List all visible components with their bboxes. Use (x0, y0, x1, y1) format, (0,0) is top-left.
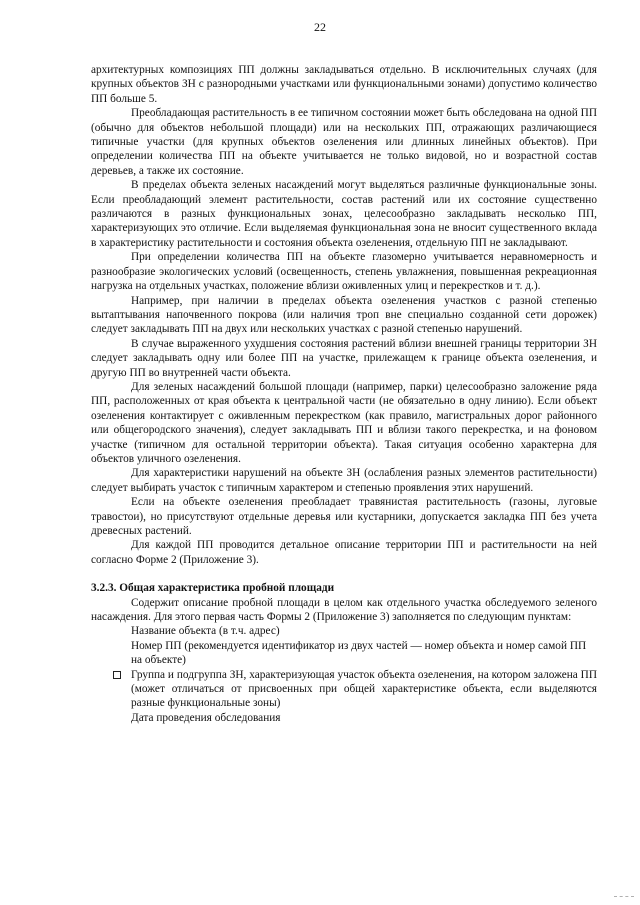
paragraph: В пределах объекта зеленых насаждений могут выделяться различные функциональные зоны. Если преобладающий элемент растительности, состав растений или их состояние существенно различаются в разных функциональных зонах, целесообразно закладывать несколько ПП, характеризующих это отличие. Если выделяемая функциональная зона не вносит существенного вклада в характеристику растительности и состояния объекта озеленения, отдельную ПП не закладывают. (91, 179, 597, 249)
paragraph: В случае выраженного ухудшения состояния растений вблизи внешней границы территории ЗН следует закладывать одну или более ПП на участке, прилежащем к границе объекта озеленения, и другую ПП во внутренней части объекта. (91, 337, 597, 379)
section-intro: Содержит описание пробной площади в целом как отдельного участка обследуемого зеленого насаждения. Для этого первая часть Формы 2 (Приложение 3) заполняется по следующим пунктам: (91, 596, 597, 624)
paragraph: Для каждой ПП проводится детальное описание территории ПП и растительности на ней согласно Форме 2 (Приложение 3). (91, 539, 597, 566)
paragraph: При определении количества ПП на объекте глазомерно учитывается неравномерность и разнообразие экологических условий (освещенность, степень увлажнения, повышенная рекреационная нагрузка на отдельных участках, положение вблизи оживленных улиц и перекрестков и т. д.). (91, 251, 597, 293)
list-item: Название объекта (в т.ч. адрес) (131, 625, 280, 638)
paragraph: Преобладающая растительность в ее типичном состоянии может быть обследована на одной ПП (обычно для объектов небольшой площади) или на нескольких ПП, отражающих различающиеся типичные участки (для крупных объектов озеленения или длинных линейных объектов). При определении количества ПП на объекте учитывается не только видовой, но и возрастной состав деревьев, а также их состояние. (91, 107, 597, 177)
list-item-text: Группа и подгруппа ЗН, характеризующая участок объекта озеленения, на котором заложена ПП (может отличаться от присвоенных при общей характеристике объекта, если выделяются разные функциональные зоны) (131, 668, 597, 710)
paragraph: Для зеленых насаждений большой площади (например, парки) целесообразно заложение ряда ПП, расположенных от края объекта к центральной части (не обязательно в одну линию). Если объект озеленения контактирует с оживленным перекрестком (как правило, магистральных дорог районного или общегородского значения), следует закладывать ПП и вблизи такого перекрестка, и на фоновом участке (типичном для остальной территории объекта). Такая ситуация особенно характерна для объектов уличного озеленения. (91, 380, 597, 465)
list-item: Номер ПП (рекомендуется идентификатор из двух частей — номер объекта и номер самой ПП на объекте) (131, 639, 587, 667)
checkbox-icon (113, 671, 121, 679)
list-item: Дата проведения обследования (131, 711, 281, 724)
scan-corner-mark (614, 896, 634, 899)
paragraph: Если на объекте озеленения преобладает травянистая растительность (газоны, луговые травостои), но присутствуют отдельные деревья или кустарники, допускается закладка ПП без учета древесных растений. (91, 496, 597, 537)
paragraph-continued: архитектурных композициях ПП должны закладываться отдельно. В исключительных случаях (для крупных объектов ЗН с разнородными участками или функциональными зонами) допустимо количество ПП больше 5. (91, 64, 597, 105)
page-content (91, 63, 597, 725)
section-heading: 3.2.3. Общая характеристика пробной площади (91, 582, 335, 595)
page-number: 22 (314, 20, 326, 34)
paragraph: Для характеристики нарушений на объекте ЗН (ослабления разных элементов растительности) следует выбирать участок с типичным характером и степенью проявления этих нарушений. (91, 467, 597, 494)
list-item-with-checkbox (91, 668, 597, 711)
paragraph: Например, при наличии в пределах объекта озеленения участков с разной степенью вытаптывания напочвенного покрова (или наличия троп вне специально созданной сети дорожек) следует закладывать ПП на двух или нескольких участках с разной степенью нарушений. (91, 294, 597, 336)
